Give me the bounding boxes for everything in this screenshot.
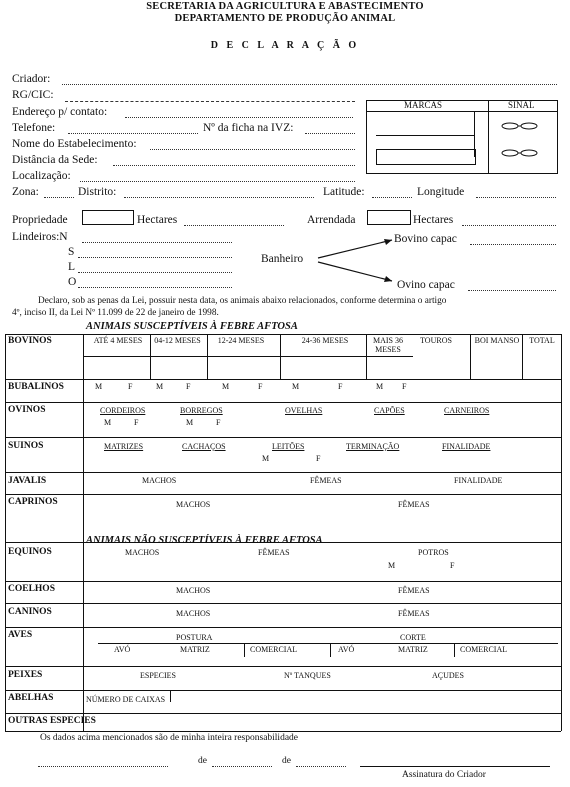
ave-matriz2: MATRIZ	[398, 645, 428, 654]
hectares2-label: Hectares	[413, 214, 454, 226]
lindeiros-label: Lindeiros:N	[12, 231, 68, 243]
departamento-heading: DEPARTAMENTO DE PRODUÇÃO ANIMAL	[174, 13, 396, 24]
bub-f3: F	[258, 382, 263, 391]
propriedade-box[interactable]	[82, 210, 134, 225]
equ-machos: MACHOS	[125, 548, 160, 557]
assinatura-line[interactable]	[360, 766, 550, 767]
bub-f2: F	[186, 382, 191, 391]
bov-24-36: 24-36 MESES	[301, 336, 349, 345]
distancia-label: Distância da Sede:	[12, 154, 98, 166]
ano-field[interactable]	[296, 766, 346, 767]
sui-finalidade: FINALIDADE	[442, 442, 491, 451]
rgcic-label: RG/CIC:	[12, 89, 54, 101]
equ-f: F	[450, 561, 455, 570]
hectares1-field[interactable]	[184, 225, 284, 226]
ovi-capoes: CAPÕES	[374, 406, 405, 415]
ovino-capac-field[interactable]	[468, 290, 556, 291]
declaration-line2: 4º, inciso II, da Lei Nº 11.099 de 22 de janeiro de 1998.	[12, 308, 219, 318]
ave-comercial2: COMERCIAL	[460, 645, 508, 654]
sui-f: F	[316, 454, 321, 463]
assinatura-label: Assinatura do Criador	[402, 770, 486, 780]
bov-touros: TOUROS	[420, 336, 452, 345]
bub-f5: F	[402, 382, 407, 391]
lindeiro-s-label: S	[68, 246, 75, 258]
cap-machos: MACHOS	[176, 500, 211, 509]
ovino-capac-label: Ovino capac	[397, 279, 455, 291]
bov-04-12: 04-12 MESES	[154, 336, 201, 345]
ovi-f: F	[134, 418, 139, 427]
equ-femeas: FÊMEAS	[258, 548, 290, 557]
row-suinos: SUINOS	[8, 441, 44, 451]
coe-femeas: FÊMEAS	[398, 586, 430, 595]
zona-label: Zona:	[12, 186, 39, 198]
ovi-ovelhas: OVELHAS	[285, 406, 323, 415]
ovi-m2: M	[186, 418, 194, 427]
bub-m3: M	[222, 382, 230, 391]
sui-terminacao: TERMINAÇÃO	[346, 442, 400, 451]
distrito-label: Distrito:	[78, 186, 117, 198]
bub-m: M	[95, 382, 103, 391]
ovi-m: M	[104, 418, 112, 427]
de2-label: de	[282, 756, 291, 766]
telefone-label: Telefone:	[12, 122, 56, 134]
criador-label: Criador:	[12, 73, 51, 85]
ave-matriz: MATRIZ	[180, 645, 210, 654]
bub-m2: M	[156, 382, 164, 391]
declaration-line1: Declaro, sob as penas da Lei, possuir nesta data, os animais abaixo relacionados, conforme determina o artigo	[38, 296, 447, 306]
jav-femeas: FÊMEAS	[310, 476, 342, 485]
bovino-capac-field[interactable]	[470, 244, 556, 245]
row-caninos: CANINOS	[8, 607, 52, 617]
ave-corte: CORTE	[400, 633, 426, 642]
row-abelhas: ABELHAS	[8, 693, 54, 703]
marcas-header: MARCAS	[404, 100, 443, 110]
pei-especies: ESPECIES	[140, 671, 177, 680]
bub-m5: M	[376, 382, 384, 391]
estabelecimento-label: Nome do Estabelecimento:	[12, 138, 137, 150]
lindeiro-s-field[interactable]	[78, 257, 232, 258]
row-peixes: PEIXES	[8, 670, 43, 680]
ovi-borregos: BORREGOS	[180, 406, 223, 415]
can-femeas: FÊMEAS	[398, 609, 430, 618]
cap-femeas: FÊMEAS	[398, 500, 430, 509]
row-ovinos: OVINOS	[8, 405, 46, 415]
lindeiro-l-label: L	[68, 261, 76, 273]
row-aves: AVES	[8, 630, 33, 640]
abe-caixas: NÚMERO DE CAIXAS	[86, 695, 166, 704]
propriedade-label: Propriedade	[12, 214, 68, 226]
susceptiveis-heading: ANIMAIS SUSCEPTÍVEIS À FEBRE AFTOSA	[86, 321, 298, 332]
ovi-carneiros: CARNEIROS	[444, 406, 490, 415]
row-bubalinos: BUBALINOS	[8, 382, 64, 392]
responsabilidade-text: Os dados acima mencionados são de minha inteira responsabilidade	[40, 733, 299, 743]
nao-susceptiveis-heading: ANIMAIS NÃO SUSCEPTÍVEIS À FEBRE AFTOSA	[86, 535, 323, 546]
row-javalis: JAVALIS	[8, 476, 47, 486]
ave-postura: POSTURA	[176, 633, 213, 642]
arrendada-label: Arrendada	[307, 214, 356, 226]
lindeiro-l-field[interactable]	[78, 272, 232, 273]
animals-table	[5, 333, 561, 731]
ave-avo: AVÓ	[114, 645, 131, 654]
secretaria-heading: SECRETARIA DA AGRICULTURA E ABASTECIMENTO	[146, 1, 424, 12]
ave-avo2: AVÓ	[338, 645, 355, 654]
dia-mes-field[interactable]	[212, 766, 272, 767]
ovi-f2: F	[216, 418, 221, 427]
bub-f: F	[128, 382, 133, 391]
de1-label: de	[198, 756, 207, 766]
bub-f4: F	[338, 382, 343, 391]
bov-ate4: ATÉ 4 MESES	[93, 336, 143, 345]
sui-matrizes: MATRIZES	[104, 442, 144, 451]
bov-boi-manso: BOI MANSO	[474, 336, 520, 345]
sui-leitoes: LEITÕES	[272, 442, 305, 451]
row-outras: OUTRAS ESPECIES	[8, 716, 96, 726]
bovino-capac-label: Bovino capac	[394, 233, 457, 245]
coe-machos: MACHOS	[176, 586, 211, 595]
lindeiro-n-field[interactable]	[82, 242, 232, 243]
equ-m: M	[388, 561, 396, 570]
sui-m: M	[262, 454, 270, 463]
row-bovinos: BOVINOS	[8, 336, 52, 346]
hectares2-field[interactable]	[462, 225, 556, 226]
pei-tanques: Nº TANQUES	[284, 671, 331, 680]
local-field[interactable]	[38, 766, 168, 767]
localizacao-label: Localização:	[12, 170, 71, 182]
ovi-cordeiros: CORDEIROS	[100, 406, 146, 415]
jav-machos: MACHOS	[142, 476, 177, 485]
bov-12-24: 12-24 MESES	[217, 336, 265, 345]
equ-potros: POTROS	[418, 548, 449, 557]
page-title: D E C L A R A Ç Ã O	[210, 40, 360, 51]
lindeiro-o-field[interactable]	[78, 287, 232, 288]
bov-total: TOTAL	[529, 336, 555, 345]
ficha-label: Nº da ficha na IVZ:	[203, 122, 294, 134]
sui-cachacos: CACHAÇOS	[182, 442, 226, 451]
latitude-label: Latitude:	[323, 186, 365, 198]
hectares1-label: Hectares	[137, 214, 178, 226]
bov-mais36: MAIS 36 MESES	[372, 336, 403, 354]
lindeiro-o-label: O	[68, 276, 77, 288]
ave-comercial: COMERCIAL	[250, 645, 298, 654]
pei-acudes: AÇUDES	[432, 671, 465, 680]
banheiro-label: Banheiro	[261, 253, 304, 265]
endereco-label: Endereço p/ contato:	[12, 106, 108, 118]
row-equinos: EQUINOS	[8, 547, 52, 557]
can-machos: MACHOS	[176, 609, 211, 618]
row-caprinos: CAPRINOS	[8, 497, 58, 507]
row-coelhos: COELHOS	[8, 584, 55, 594]
arrendada-box[interactable]	[367, 210, 411, 225]
jav-finalidade: FINALIDADE	[454, 476, 503, 485]
bub-m4: M	[292, 382, 300, 391]
longitude-label: Longitude	[417, 186, 465, 198]
sinal-header: SINAL	[508, 100, 535, 110]
